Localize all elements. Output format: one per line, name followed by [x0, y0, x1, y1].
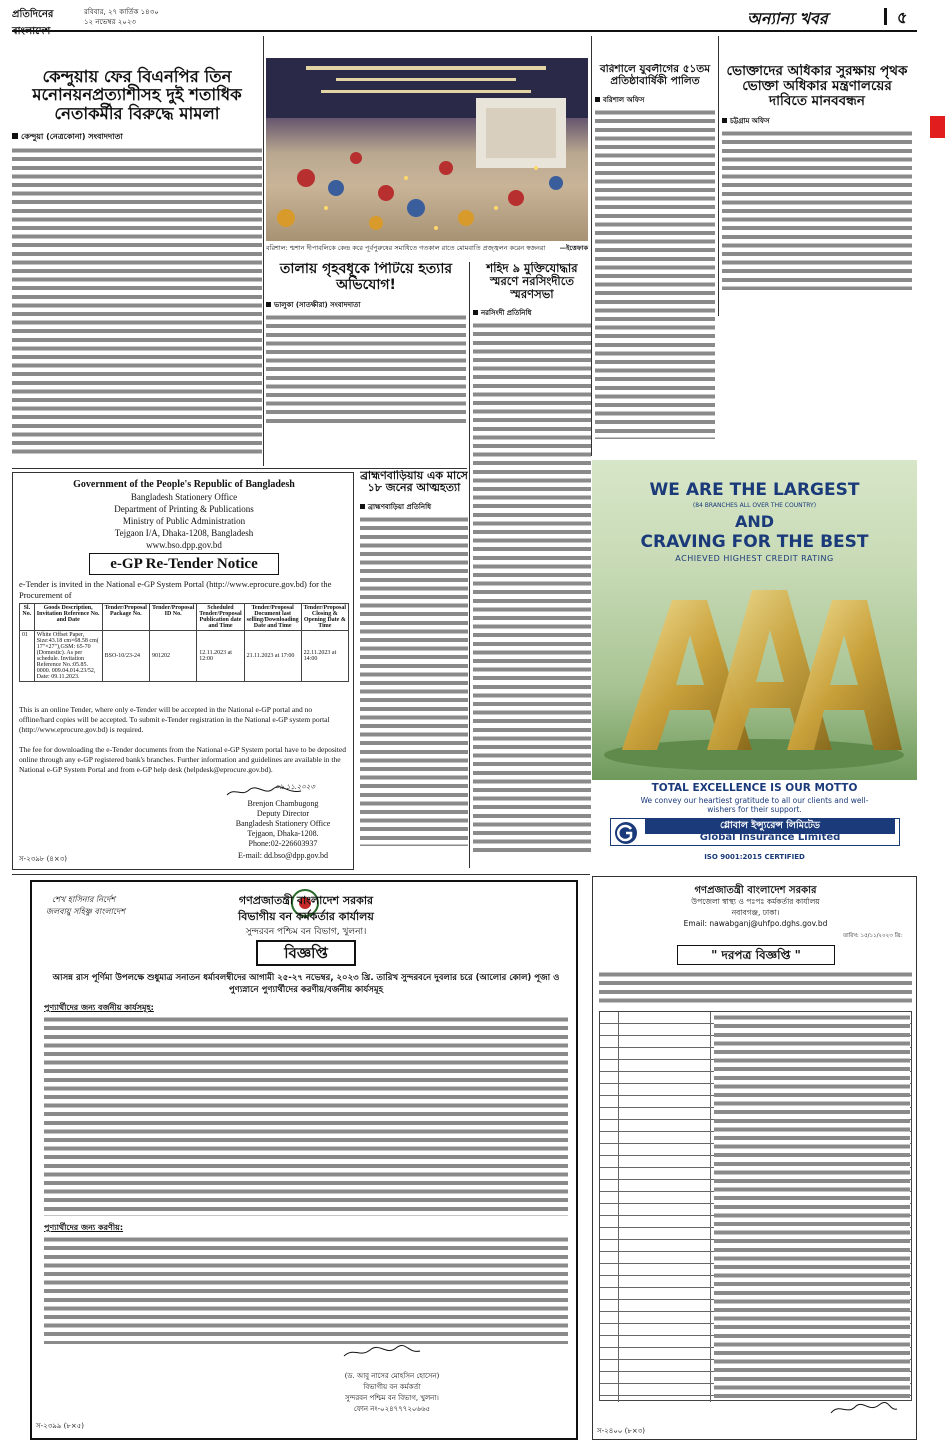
masthead-date-en: ১২ নভেম্বর ২০২৩ [84, 18, 136, 26]
tender-code: স-২৪০০ (৮×৩) [597, 1427, 645, 1435]
ad-line3: CRAVING FOR THE BEST [640, 532, 869, 552]
photo-credit: —ইত্তেফাক [559, 244, 588, 252]
martyr-byline: নরসিংদী প্রতিনিধি [473, 307, 591, 319]
tender-grid-col1 [618, 1012, 619, 1402]
egp-cell-closing: 22.11.2023 at 14:00 [301, 631, 348, 682]
masthead [12, 6, 917, 28]
egp-para1: This is an online Tender, where only e-Tender will be accepted in the National e-GP portal and no offline/hard copies will be accepted. To submit e-Tender registration in the National e-GP system portal (http://www.eprocure.gov.bd) is required. [19, 705, 330, 734]
ad-line1: WE ARE THE LARGEST [649, 480, 860, 500]
row-rule [12, 874, 590, 875]
egp-title-box [89, 553, 279, 575]
photo-caption: বরিশাল: শ্মশান দীপাবলিকে কেন্দ্র করে পূর্বপুরুষের সমাধিতে গতকাল রাতে মোমবাতি প্রজ্জ্বলন করেন স্বজনরা —ইত্তেফাক [266, 244, 588, 252]
egp-ministry: Ministry of Public Administration [122, 516, 246, 526]
egp-table [19, 603, 349, 682]
egp-cell-id: 901202 [149, 631, 196, 682]
lock-headline: তালায় গৃহবধূকে পিটিয়ে হত্যার অভিযোগ! [279, 262, 453, 293]
egp-notice [12, 472, 354, 870]
egp-th-closing: Tender/Proposal Closing & Opening Date & Time [301, 604, 348, 631]
tender-memo-date: তারিখ: ১৫/১১/২০২৩ খ্রি: [843, 933, 903, 939]
ad-thanks: We convey our heartiest gratitude to all our clients and well-wishers for their support. [640, 796, 869, 814]
ad-iso: ISO 9001:2015 CERTIFIED [704, 853, 805, 861]
section-divider [884, 8, 887, 25]
tender-intro-text [599, 971, 912, 1007]
tender-office: উপজেলা স্বাস্থ্য ও পঃপঃ কর্মকর্তার কার্যালয় [691, 897, 820, 906]
egp-cell-desc: White Offset Paper, Size:43.18 cm×68.58 cm( 17"×27"),GSM: 65-70 (Domestic). As per schedule. Invitation Reference No.:05.85. 0000. 009.04.014.23/52, Date: 09.11.2023. [34, 631, 102, 682]
story-lock [266, 262, 466, 467]
aaa-rating-graphic [602, 570, 907, 770]
egp-web[interactable]: www.bso.dpp.gov.bd [146, 540, 222, 550]
global-insurance-logo-icon [614, 821, 638, 845]
forest-signature [342, 1344, 422, 1360]
edge-marker [930, 116, 945, 138]
forest-phone: ফোন নং-০২৪৭৭৭২০৬৬৫ [353, 1405, 431, 1413]
egp-office: Bangladesh Stationery Office [130, 492, 238, 502]
martyr-headline: শহিদ ৯ মুক্তিযোদ্ধার স্মরণে নরসিংদীতে স্মরণসভা [486, 262, 578, 301]
forest-slogan1: শেখ হাসিনার নির্দেশ [52, 895, 116, 904]
ad-company-en: Global Insurance Limited [699, 832, 841, 843]
martyr-body-text [473, 322, 591, 852]
forest-todo-list [44, 1236, 568, 1344]
egp-cell-package: BSO-10/23-24 [102, 631, 149, 682]
story-consumer [722, 64, 912, 314]
row-rule [12, 468, 467, 469]
forest-title: বিজ্ঞপ্তি [284, 944, 328, 962]
egp-signer-place: Tejgaon, Dhaka-1208. [247, 829, 319, 838]
ad-line2: AND [734, 512, 775, 531]
egp-phone: Phone:02-226603937 [248, 839, 318, 848]
suicide-headline: ব্রাহ্মণবাড়িয়ায় এক মাসে ১৮ জনের আত্মহত্যা [360, 470, 468, 495]
egp-th-sl: Sl. No. [20, 604, 35, 631]
consumer-body-text [722, 130, 912, 290]
egp-email[interactable]: E-mail: dd.bso@dpp.gov.bd [238, 851, 328, 860]
page-number: ৫ [897, 8, 908, 27]
tender-place: নবাবগঞ্জ, ঢাকা। [731, 908, 780, 917]
consumer-byline: চট্টগ্রাম অফিস [722, 115, 912, 127]
lock-body-text [266, 314, 466, 424]
egp-table-header [20, 604, 349, 631]
egp-title: e-GP Re-Tender Notice [110, 556, 258, 572]
forest-notice [30, 880, 578, 1440]
forest-section1: পুণ্যার্থীদের জন্য বর্জনীয় কার্যসমূহ: [44, 1003, 154, 1012]
forest-title-box [256, 940, 356, 966]
barishal-headline: বরিশালে যুবলীগের ৫১তম প্রতিষ্ঠাবার্ষিকী পালিত [599, 64, 711, 87]
egp-intro: e-Tender is invited in the National e-GP System Portal (http://www.eprocure.gov.bd) for the Procurement of [19, 579, 332, 600]
tender-email[interactable]: Email: nawabganj@uhfpo.dghs.gov.bd [683, 919, 828, 928]
suicide-byline: ব্রাহ্মণবাড়িয়া প্রতিনিধি [360, 501, 468, 513]
insurance-ad [592, 460, 917, 870]
egp-th-publication: Scheduled Tender/Proposal Publication date and Time [197, 604, 244, 631]
masthead-date-bn: রবিবার, ২৭ কার্তিক ১৪৩০ [84, 8, 159, 16]
forest-subtitle: আসন্ন রাস পূর্ণিমা উপলক্ষে শুধুমাত্র সনাতন ধর্মাবলম্বীদের আগামী ২৫-২৭ নভেম্বর, ২০২৩ খ্রি. তারিখ সুন্দরবনে দুবলার চরে (আলোর কোল) পূজা ও পুণ্যস্নানে পুণ্যার্থীদের করণীয়/বর্জনীয় কার্যসমূহ [52, 973, 560, 995]
egp-code: স-২৩৯৮ (৪×৩) [19, 855, 67, 863]
egp-signer-name: Brenjon Chambugong [247, 799, 319, 808]
tender-title-box [677, 945, 835, 965]
table-row [20, 631, 349, 682]
ad-line1-sub: (84 BRANCHES ALL OVER THE COUNTRY) [692, 502, 817, 509]
tender-gov: গণপ্রজাতন্ত্রী বাংলাদেশ সরকার [694, 885, 817, 896]
section-title: অন্যান্য খবর [747, 9, 828, 28]
lead-story [12, 64, 262, 464]
egp-th-package: Tender/Proposal Package No. [102, 604, 149, 631]
egp-th-selling: Tender/Proposal Document last selling/Downloading Date and Time [244, 604, 301, 631]
forest-gov: গণপ্রজাতন্ত্রী বাংলাদেশ সরকার [238, 894, 374, 907]
lead-headline: কেন্দুয়ায় ফের বিএনপির তিন মনোনয়নপ্রত্যাশীসহ দুই শতাধিক নেতাকর্মীর বিরুদ্ধে মামলা [32, 67, 242, 123]
egp-sig-date: ০৯.১১.২০২৩ [275, 783, 315, 791]
egp-th-desc: Goods Description, Invitation Reference No. and Date [34, 604, 102, 631]
forest-signer-title: বিভাগীয় বন কর্মকর্তা [363, 1383, 421, 1391]
tender-grid-col2 [710, 1012, 711, 1402]
lock-byline: ভালুকা (সাতক্ষীরা) সংবাদদাতা [266, 299, 466, 311]
story-barishal [595, 64, 715, 464]
masthead-rule [12, 30, 917, 32]
forest-slogan2: জলবায়ু সহিষ্ণু বাংলাদেশ [46, 907, 126, 916]
story-suicide [360, 470, 468, 870]
column-rule [263, 36, 264, 466]
ad-logo-bar [610, 818, 900, 846]
column-rule [591, 36, 592, 456]
egp-dept: Department of Printing & Publications [114, 504, 254, 514]
tender-signature [829, 1401, 899, 1417]
tender-grid [599, 1011, 912, 1401]
photo-scene [266, 58, 588, 241]
egp-para2: The fee for downloading the e-Tender documents from the National e-GP System portal have to be deposited online through any e-GP registered bank's branches. Further information and guidelines are available in the National e-GP System Portal and from e-GP help desk (helpdesk@eprocure.gov.bd). [19, 745, 347, 774]
ad-company-bn: গ্লোবাল ইন্স্যুরেন্স লিমিটেড [645, 819, 895, 834]
lead-body-text [12, 147, 262, 455]
consumer-headline: ভোক্তাদের অধিকার সুরক্ষায় পৃথক ভোক্তা অধিকার মন্ত্রণালয়ের দাবিতে মানববন্ধন [726, 64, 908, 110]
forest-office: বিভাগীয় বন কর্মকর্তার কার্যালয় [238, 910, 374, 923]
forest-code: স-২৩৯৯ (৮×৫) [36, 1422, 84, 1430]
story-martyr [473, 262, 591, 872]
tender-title: " দরপত্র বিজ্ঞপ্তি " [711, 948, 801, 962]
egp-signer-title: Deputy Director [256, 809, 310, 818]
ad-motto: TOTAL EXCELLENCE IS OUR MOTTO [651, 782, 858, 794]
barishal-byline: বরিশাল অফিস [595, 94, 715, 106]
egp-signer-office: Bangladesh Stationery Office [235, 819, 331, 828]
tender-grid-values [714, 1014, 910, 1398]
forest-signer-office: সুন্দরবন পশ্চিম বন বিভাগ, খুলনা। [345, 1394, 439, 1402]
forest-section2: পুণ্যার্থীদের জন্য করণীয়: [44, 1223, 124, 1232]
news-photo [266, 58, 588, 241]
tender-notice [592, 876, 917, 1440]
suicide-body-text [360, 516, 468, 846]
egp-cell-selling: 21.11.2023 at 17:00 [244, 631, 301, 682]
column-rule [469, 262, 470, 868]
forest-rules-list [44, 1016, 568, 1216]
egp-th-id: Tender/Proposal ID No. [149, 604, 196, 631]
forest-signer-name: (ড. আবু নাসের মোহসিন হোসেন) [344, 1372, 440, 1380]
egp-address: Tejgaon I/A, Dhaka-1208, Bangladesh [114, 528, 254, 538]
egp-gov: Government of the People's Republic of Bangladesh [73, 479, 295, 490]
ad-line4: ACHIEVED HIGHEST CREDIT RATING [675, 554, 834, 563]
lead-byline: কেন্দুয়া (নেত্রকোনা) সংবাদদাতা [12, 131, 262, 144]
barishal-body-text [595, 109, 715, 439]
paper-logo: প্রতিদিনের [12, 9, 54, 20]
forest-division: সুন্দরবন পশ্চিম বন বিভাগ, খুলনা। [245, 927, 367, 937]
egp-cell-sl: 01 [20, 631, 35, 682]
column-rule [718, 36, 719, 316]
egp-cell-publication: 12.11.2023 at 12:00 [197, 631, 244, 682]
